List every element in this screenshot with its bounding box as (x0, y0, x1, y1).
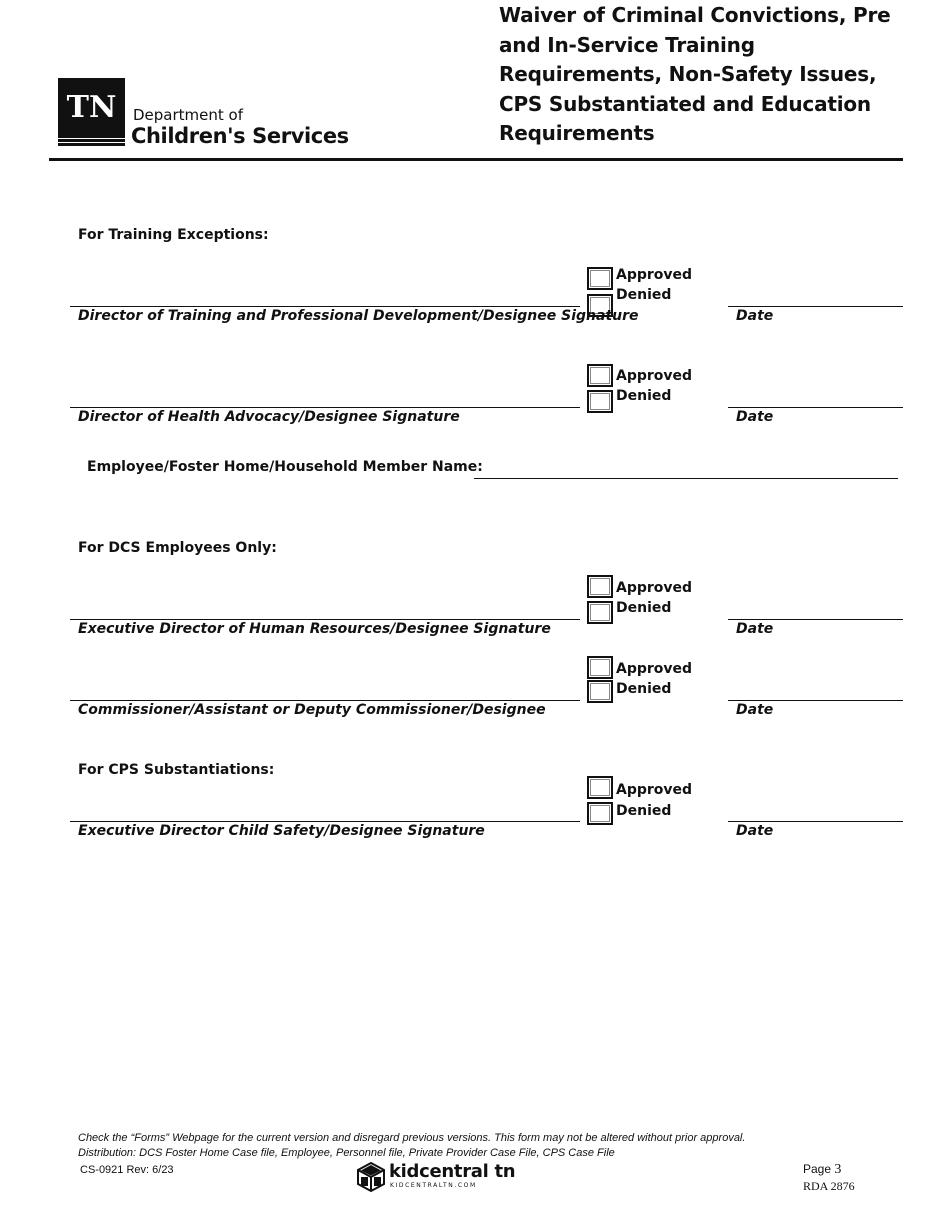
document-title: Waiver of Criminal Convictions, Pre and In-Service Training Requirements, Non-Safety Issues, CPS Substantiated and Education Requirements (499, 3, 891, 145)
approved-label: Approved (616, 267, 693, 283)
approved-checkbox[interactable] (587, 364, 613, 387)
date-line[interactable] (728, 619, 903, 620)
signature-line[interactable] (70, 700, 580, 701)
date-label: Date (736, 409, 774, 425)
form-code: CS-0921 Rev: 6/23 (80, 1164, 174, 1176)
denied-label: Denied (616, 388, 672, 404)
denied-label: Denied (616, 287, 672, 303)
denied-checkbox[interactable] (587, 802, 613, 825)
signature-label: Executive Director of Human Resources/Designee Signature (78, 621, 551, 637)
approved-label: Approved (616, 580, 693, 596)
date-label: Date (736, 823, 774, 839)
denied-checkbox[interactable] (587, 680, 613, 703)
section-heading-training: For Training Exceptions: (78, 227, 269, 243)
denied-checkbox[interactable] (587, 390, 613, 413)
page-indicator (803, 1162, 841, 1178)
approved-checkbox[interactable] (587, 267, 613, 290)
footer-distribution: Distribution: DCS Foster Home Case file, Employee, Personnel file, Private Provider Case File, CPS Case File (78, 1147, 615, 1159)
department-label: Department of (133, 106, 243, 124)
approved-label: Approved (616, 782, 693, 798)
signature-label: Executive Director Child Safety/Designee Signature (78, 823, 485, 839)
section-heading-employees: For DCS Employees Only: (78, 540, 277, 556)
signature-label: Director of Health Advocacy/Designee Signature (78, 409, 460, 425)
member-name-label: Employee/Foster Home/Household Member Name: (87, 459, 483, 475)
tn-logo: TN (58, 78, 125, 138)
rda-code: RDA 2876 (803, 1179, 855, 1193)
kidcentral-brand-name: kidcentral tn (389, 1161, 516, 1182)
signature-line[interactable] (70, 619, 580, 620)
date-line[interactable] (728, 700, 903, 701)
date-line[interactable] (728, 407, 903, 408)
date-label: Date (736, 621, 774, 637)
page-number: 3 (834, 1162, 842, 1177)
signature-label: Director of Training and Professional Development/Designee Signature (78, 308, 639, 324)
member-name-field[interactable] (474, 478, 898, 479)
signature-line[interactable] (70, 407, 580, 408)
date-label: Date (736, 702, 774, 718)
signature-line[interactable] (70, 306, 580, 307)
logo-underline (58, 139, 125, 142)
approved-label: Approved (616, 661, 693, 677)
department-name: Children's Services (131, 124, 349, 148)
approved-checkbox[interactable] (587, 656, 613, 679)
date-line[interactable] (728, 306, 903, 307)
approved-label: Approved (616, 368, 693, 384)
footer-notice: Check the “Forms” Webpage for the current version and disregard previous versions. This form may not be altered without prior approval. (78, 1132, 746, 1144)
denied-checkbox[interactable] (587, 601, 613, 624)
approved-checkbox[interactable] (587, 575, 613, 598)
denied-label: Denied (616, 681, 672, 697)
date-label: Date (736, 308, 774, 324)
section-heading-cps: For CPS Substantiations: (78, 762, 275, 778)
signature-line[interactable] (70, 821, 580, 822)
signature-label: Commissioner/Assistant or Deputy Commissioner/Designee (78, 702, 546, 718)
denied-label: Denied (616, 600, 672, 616)
kidcentral-cube-icon (356, 1162, 386, 1192)
kidcentral-url: KIDCENTRALTN.COM (390, 1182, 477, 1189)
approved-checkbox[interactable] (587, 776, 613, 799)
denied-label: Denied (616, 803, 672, 819)
date-line[interactable] (728, 821, 903, 822)
header-divider (49, 158, 903, 161)
logo-underline (58, 143, 125, 146)
page-label: Page (803, 1162, 832, 1176)
